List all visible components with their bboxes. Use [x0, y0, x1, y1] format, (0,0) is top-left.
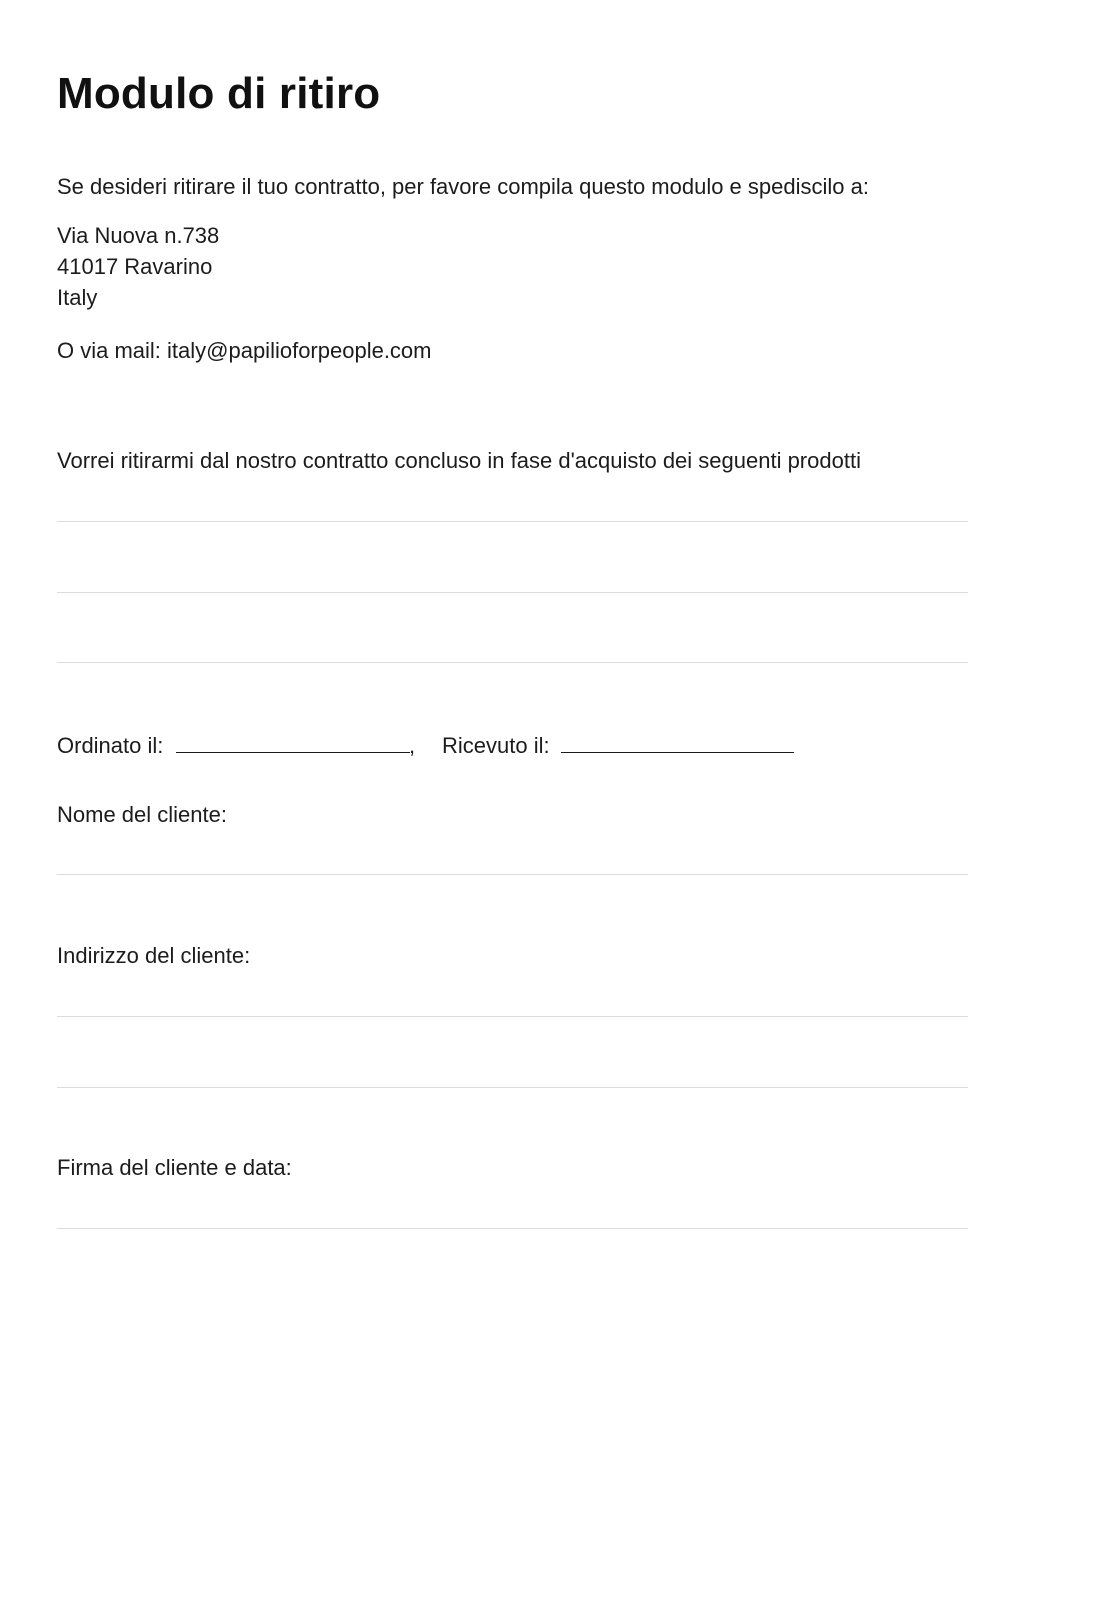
product-line-3[interactable] [57, 662, 968, 663]
ordered-date-field[interactable] [176, 752, 410, 753]
product-line-2[interactable] [57, 592, 968, 593]
field-separator: , [409, 733, 416, 758]
signature-field[interactable] [57, 1228, 968, 1229]
address-line-city: 41017 Ravarino [57, 254, 213, 279]
address-line-country: Italy [57, 285, 98, 310]
withdrawal-statement: Vorrei ritirarmi dal nostro contratto concluso in fase d'acquisto dei seguenti prodotti [57, 448, 861, 473]
page-title: Modulo di ritiro [57, 69, 381, 118]
customer-address-field-line-1[interactable] [57, 1016, 968, 1017]
signature-label: Firma del cliente e data: [57, 1155, 292, 1180]
customer-name-label: Nome del cliente: [57, 802, 227, 827]
address-line-street: Via Nuova n.738 [57, 223, 220, 248]
customer-address-label: Indirizzo del cliente: [57, 943, 251, 968]
received-date-label: Ricevuto il: [442, 733, 550, 758]
customer-address-field-line-2[interactable] [57, 1087, 968, 1088]
product-line-1[interactable] [57, 521, 968, 522]
intro-text: Se desideri ritirare il tuo contratto, per favore compila questo modulo e spediscilo a: [57, 174, 869, 199]
received-date-field[interactable] [561, 752, 794, 753]
ordered-date-label: Ordinato il: [57, 733, 164, 758]
email-line: O via mail: italy@papilioforpeople.com [57, 338, 432, 363]
customer-name-field[interactable] [57, 874, 968, 875]
